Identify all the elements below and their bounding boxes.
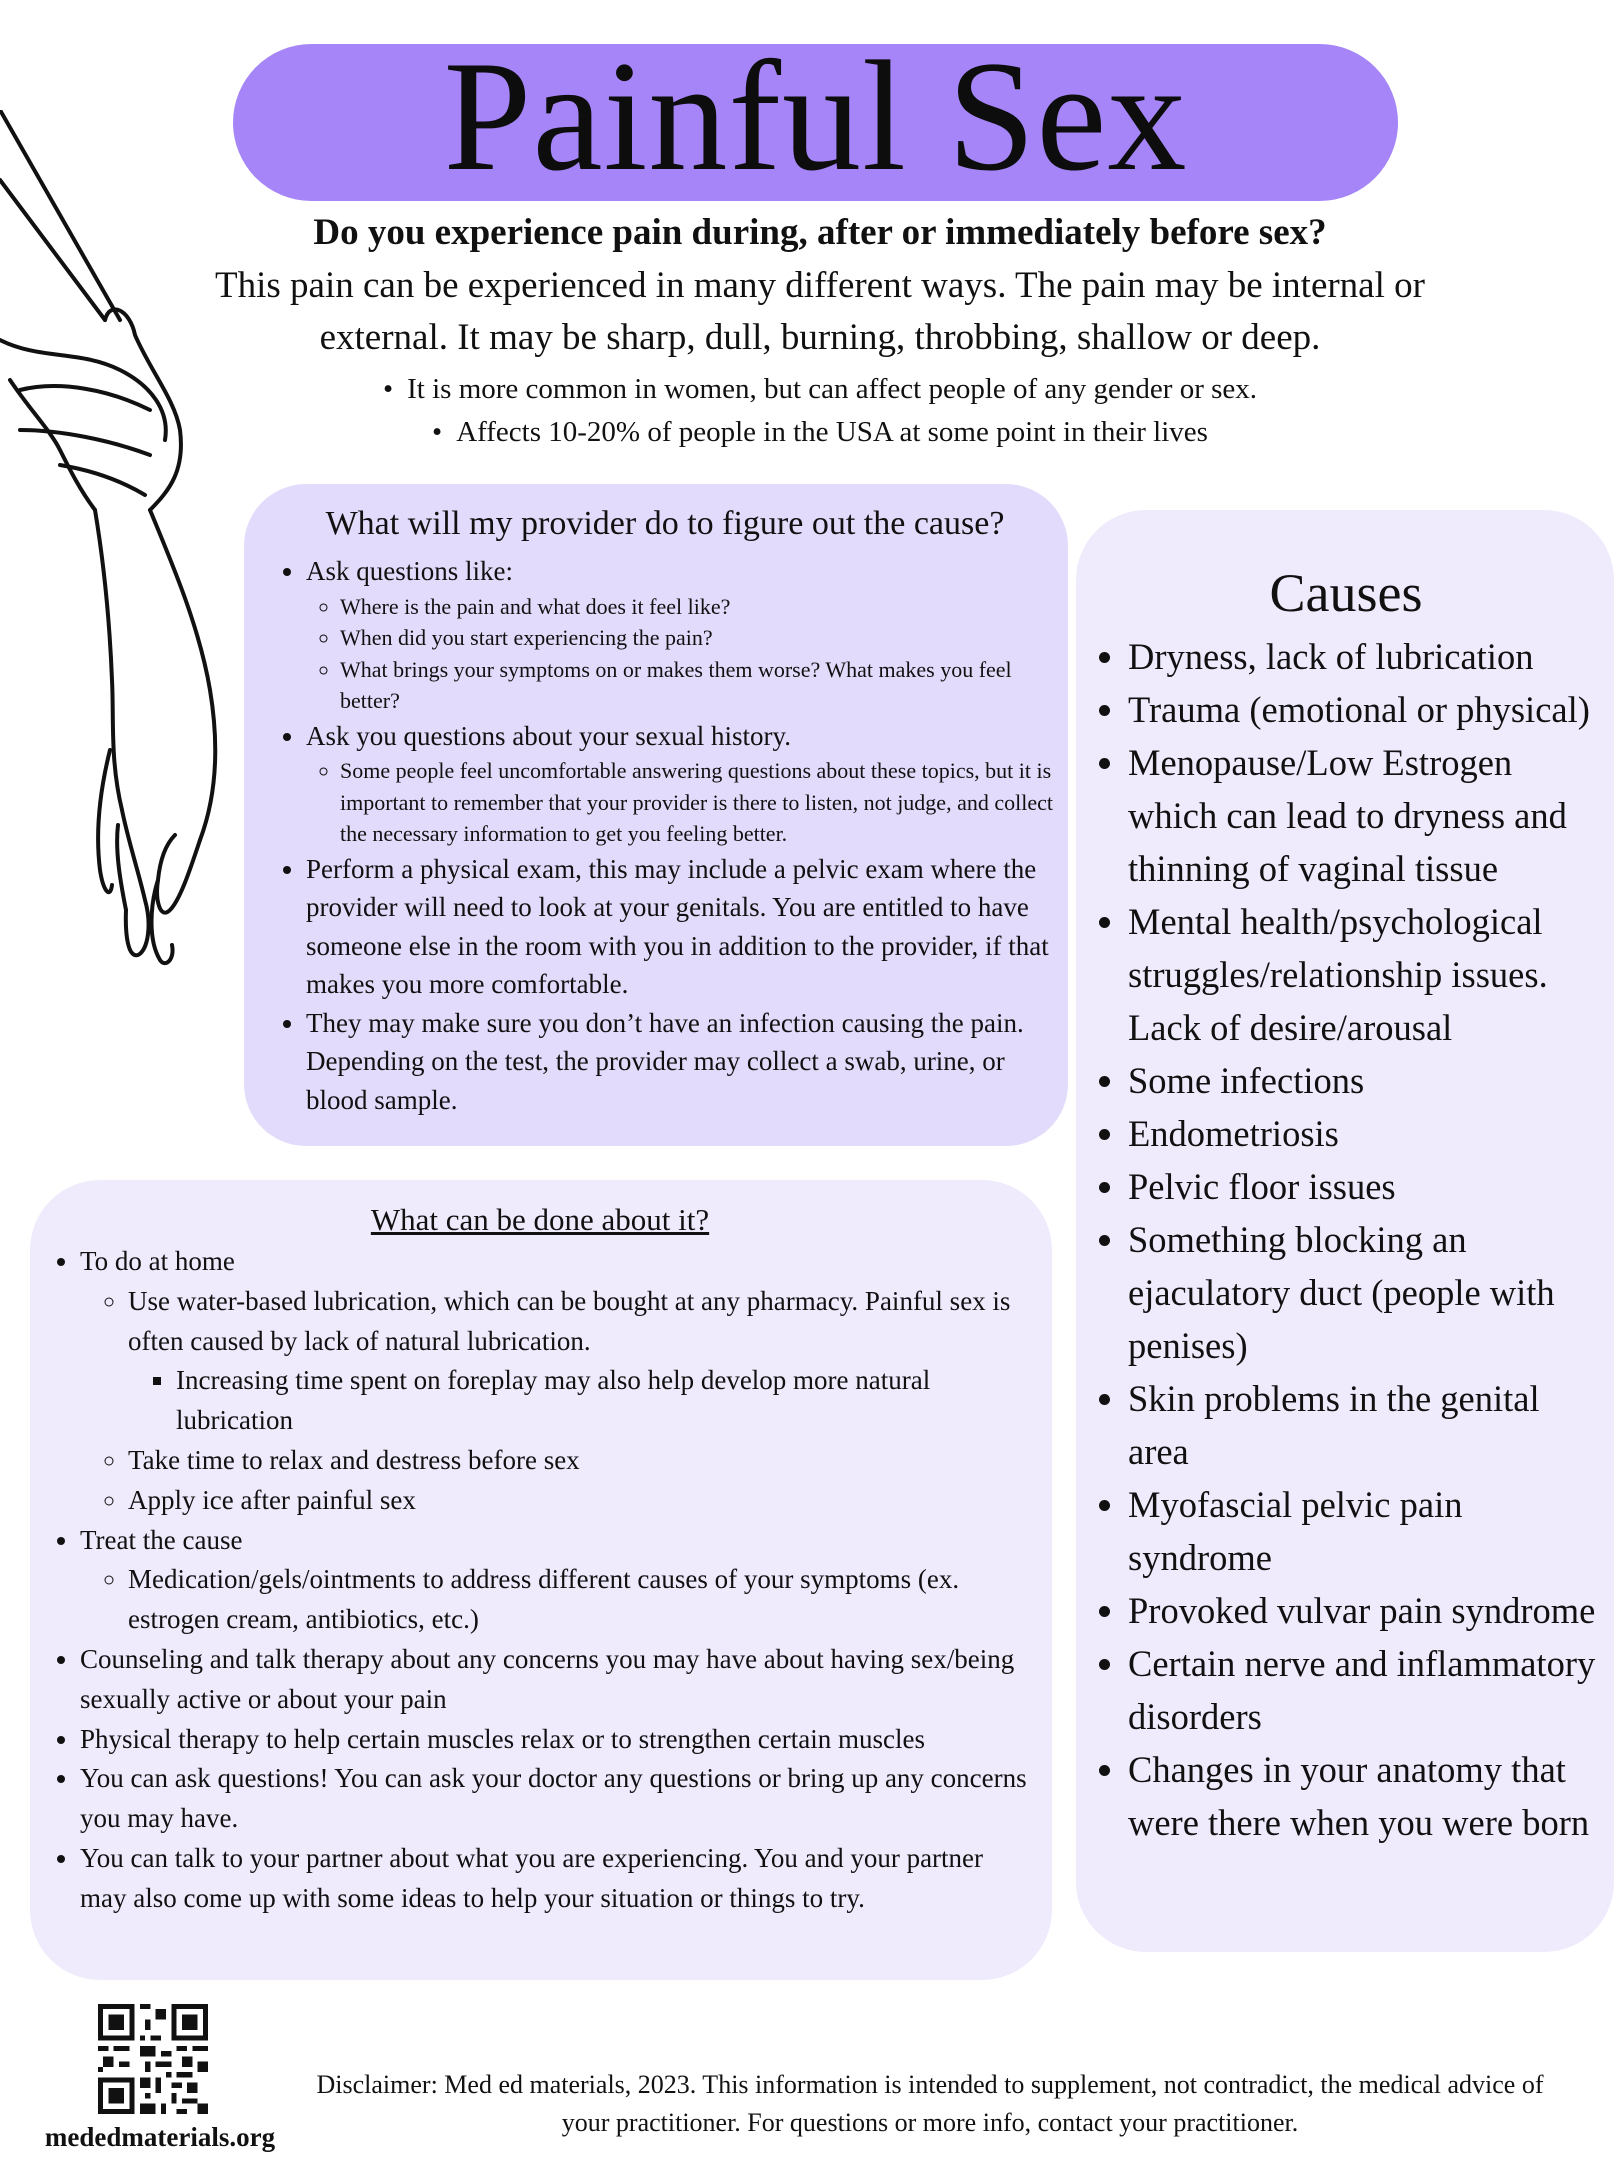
list-item: ◦ When did you start experiencing the pain? <box>340 622 1062 654</box>
intro-bullet: • Affects 10-20% of people in the USA at some point in their lives <box>150 411 1490 454</box>
cause-item: • Trauma (emotional or physical) <box>1128 683 1606 736</box>
provider-list <box>268 552 1062 1119</box>
list-item: • Perform a physical exam, this may include a pelvic exam where the provider will need to look at your genitals. You are entitled to have someone else in the room with you in addition to the provider, if that makes you more comfortable. <box>306 850 1062 1004</box>
list-item-text: Ask questions like: <box>306 556 513 586</box>
list-item: ◦ Some people feel uncomfortable answering questions about these topics, but it is important to remember that your provider is there to listen, not judge, and collect the necessary information to get you feeling better. <box>340 755 1062 850</box>
site-url: mededmaterials.org <box>44 2122 276 2152</box>
sub-list <box>306 591 1062 717</box>
causes-list <box>1086 630 1606 1849</box>
treatment-list <box>48 1242 1032 1919</box>
sub-list <box>306 755 1062 850</box>
intro-bullet: • It is more common in women, but can affect people of any gender or sex. <box>150 368 1490 411</box>
list-item: ▪ Increasing time spent on foreplay may also help develop more natural lubrication <box>176 1361 1032 1441</box>
list-item: ◦ What brings your symptoms on or makes them worse? What makes you feel better? <box>340 654 1062 717</box>
list-item: • You can ask questions! You can ask your doctor any questions or bring up any concerns you may have. <box>80 1759 1032 1839</box>
list-item-text: Treat the cause <box>80 1524 243 1555</box>
list-item: ◦ Where is the pain and what does it feel like? <box>340 591 1062 623</box>
causes-heading: Causes <box>1269 563 1423 623</box>
page-title: Painful Sex <box>443 28 1188 204</box>
treatment-section <box>30 1180 1052 1980</box>
sub-list <box>80 1560 1032 1640</box>
list-item <box>306 717 1062 850</box>
cause-item: • Something blocking an ejaculatory duct (people with penises) <box>1128 1213 1606 1372</box>
list-item-text: Use water-based lubrication, which can be bought at any pharmacy. Painful sex is often caused by lack of natural lubrication. <box>128 1285 1011 1356</box>
qr-code-icon <box>98 2004 208 2114</box>
causes-section <box>1076 510 1614 1952</box>
cause-item: • Skin problems in the genital area <box>1128 1372 1606 1478</box>
cause-item: • Mental health/psychological struggles/relationship issues. Lack of desire/arousal <box>1128 895 1606 1054</box>
list-item <box>306 552 1062 717</box>
list-item: ◦ Take time to relax and destress before sex <box>128 1441 1032 1481</box>
title-banner <box>233 28 1398 204</box>
cause-item: • Dryness, lack of lubrication <box>1128 630 1606 683</box>
cause-item: • Provoked vulvar pain syndrome <box>1128 1584 1606 1637</box>
list-item <box>80 1521 1032 1640</box>
list-item: • Physical therapy to help certain muscles relax or to strengthen certain muscles <box>80 1720 1032 1760</box>
list-item-text: Ask you questions about your sexual history. <box>306 720 791 751</box>
cause-item: • Some infections <box>1128 1054 1606 1107</box>
list-item <box>80 1242 1032 1521</box>
list-item <box>128 1282 1032 1441</box>
cause-item: • Myofascial pelvic pain syndrome <box>1128 1478 1606 1584</box>
intro-question: Do you experience pain during, after or immediately before sex? <box>313 212 1327 253</box>
intro-bullets <box>150 368 1490 454</box>
sub-sub-list <box>128 1361 1032 1441</box>
cause-item: • Certain nerve and inflammatory disorders <box>1128 1637 1606 1743</box>
cause-item: • Changes in your anatomy that were there when you were born <box>1128 1743 1606 1849</box>
disclaimer: Disclaimer: Med ed materials, 2023. This information is intended to supplement, not contradict, the medical advice of your practitioner. For questions or more info, contact your practitioner. <box>316 2070 1544 2137</box>
provider-heading: What will my provider do to figure out the cause? <box>325 505 1005 542</box>
list-item-text: To do at home <box>80 1246 235 1276</box>
list-item: ◦ Apply ice after painful sex <box>128 1481 1032 1521</box>
sub-list <box>80 1282 1032 1521</box>
list-item: • You can talk to your partner about what you are experiencing. You and your partner may also come up with some ideas to help your situation or things to try. <box>80 1839 1032 1919</box>
intro-paragraph: This pain can be experienced in many different ways. The pain may be internal or external. It may be sharp, dull, burning, throbbing, shallow or deep. <box>215 265 1425 358</box>
treatment-heading: What can be done about it? <box>370 1202 710 1237</box>
provider-section <box>244 484 1068 1146</box>
intro-section <box>150 208 1490 454</box>
cause-item: • Endometriosis <box>1128 1107 1606 1160</box>
list-item: • They may make sure you don’t have an infection causing the pain. Depending on the test, the provider may collect a swab, urine, or blood sample. <box>306 1004 1062 1120</box>
list-item: ◦ Medication/gels/ointments to address different causes of your symptoms (ex. estrogen cream, antibiotics, etc.) <box>128 1560 1032 1640</box>
list-item: • Counseling and talk therapy about any concerns you may have about having sex/being sexually active or about your pain <box>80 1640 1032 1720</box>
cause-item: • Menopause/Low Estrogen which can lead to dryness and thinning of vaginal tissue <box>1128 736 1606 895</box>
cause-item: • Pelvic floor issues <box>1128 1160 1606 1213</box>
